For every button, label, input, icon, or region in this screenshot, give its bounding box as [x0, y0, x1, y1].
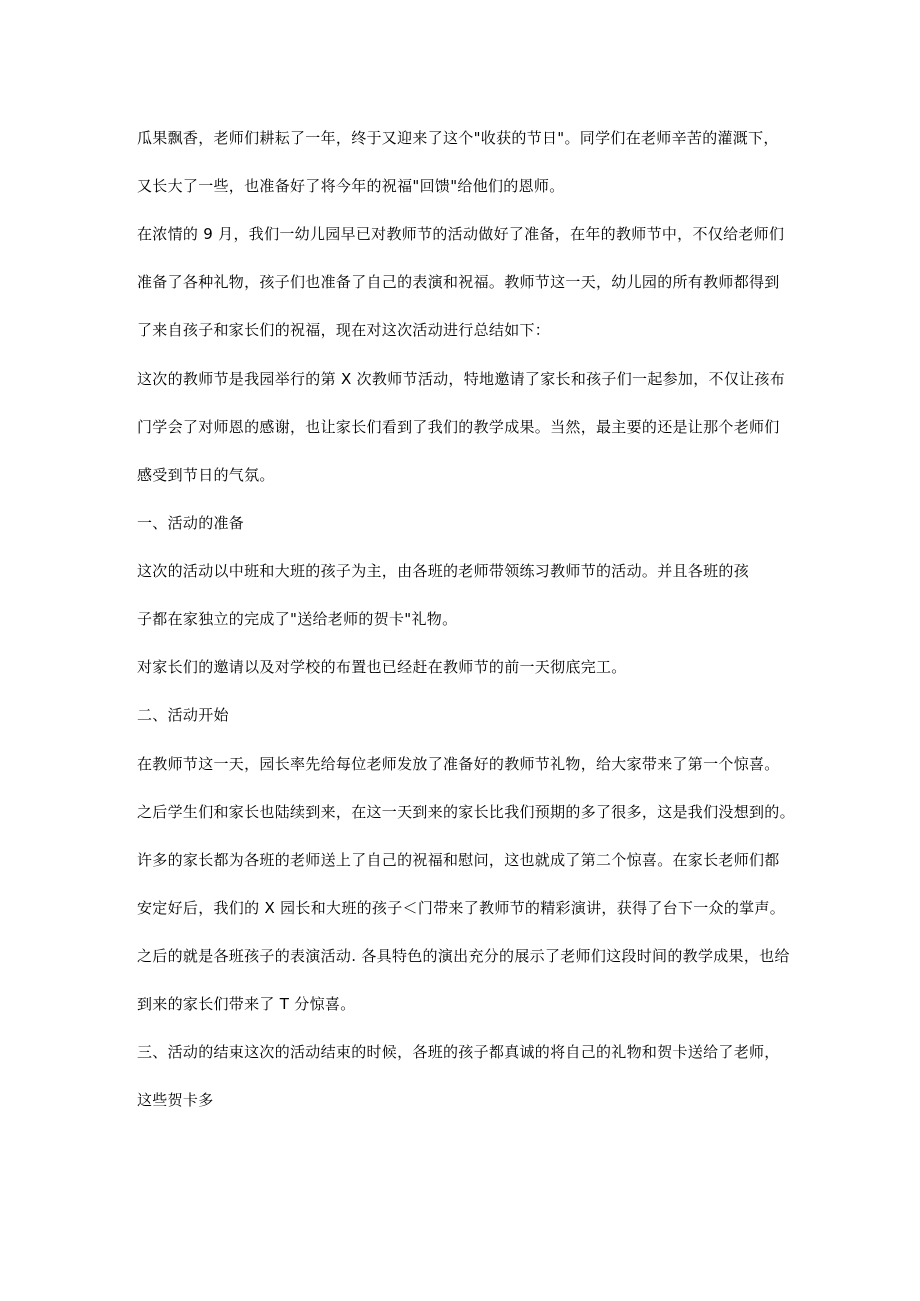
paragraph-line: 在浓情的 9 月，我们一幼儿园早已对教师节的活动做好了准备，在年的教师节中，不仅给老师们 — [137, 225, 785, 243]
paragraph-line: 之后学生们和家长也陆续到来，在这一天到来的家长比我们预期的多了很多，这是我们没想到的。 — [137, 803, 795, 821]
paragraph-line: 这次的教师节是我园举行的第 X 次教师节活动，特地邀请了家长和孩子们一起参加，不仅让孩布 — [137, 370, 786, 388]
paragraph-line: 到来的家长们带来了 T 分惊喜。 — [137, 995, 356, 1013]
paragraph-line: 对家长们的邀请以及对学校的布置也已经赶在教师节的前一天彻底完工。 — [137, 658, 627, 676]
paragraph-line: 之后的就是各班孩子的表演活动. 各具特色的演出充分的展示了老师们这段时间的教学成果，也给 — [137, 947, 790, 965]
paragraph-line: 了来自孩子和家长们的祝福，现在对这次活动进行总结如下： — [137, 321, 551, 339]
paragraph-line: 在教师节这一天，园长率先给每位老师发放了准备好的教师节礼物，给大家带来了第一个惊喜。 — [137, 755, 780, 773]
paragraph-line: 这些贺卡多 — [137, 1091, 214, 1109]
section-heading: 一、活动的准备 — [137, 514, 245, 532]
paragraph-line: 许多的家长都为各班的老师送上了自己的祝福和慰问，这也就成了第二个惊喜。在家长老师们都 — [137, 851, 780, 869]
paragraph-line: 感受到节日的气氛。 — [137, 466, 275, 484]
section-heading: 三、活动的结束这次的活动结束的时候，各班的孩子都真诚的将自己的礼物和贺卡送给了老师， — [137, 1043, 780, 1061]
paragraph-line: 这次的活动以中班和大班的孩子为主，由各班的老师带领练习教师节的活动。并且各班的孩 — [137, 562, 750, 580]
paragraph-line: 又长大了一些，也准备好了将今年的祝福"回馈"给他们的恩师。 — [137, 177, 565, 195]
paragraph-line: 瓜果飘香，老师们耕耘了一年，终于又迎来了这个"收获的节日"。同学们在老师辛苦的灌溉下， — [137, 129, 779, 147]
paragraph-line: 门学会了对师恩的感谢，也让家长们看到了我们的教学成果。当然，最主要的还是让那个老师们 — [137, 418, 780, 436]
paragraph-line: 准备了各种礼物，孩子们也准备了自己的表演和祝福。教师节这一天，幼儿园的所有教师都得到 — [137, 273, 780, 291]
paragraph-line: 安定好后，我们的 X 园长和大班的孩子＜门带来了教师节的精彩演讲，获得了台下一众的掌声。 — [137, 899, 786, 917]
paragraph-line: 子都在家独立的完成了"送给老师的贺卡"礼物。 — [137, 610, 458, 628]
section-heading: 二、活动开始 — [137, 706, 229, 724]
